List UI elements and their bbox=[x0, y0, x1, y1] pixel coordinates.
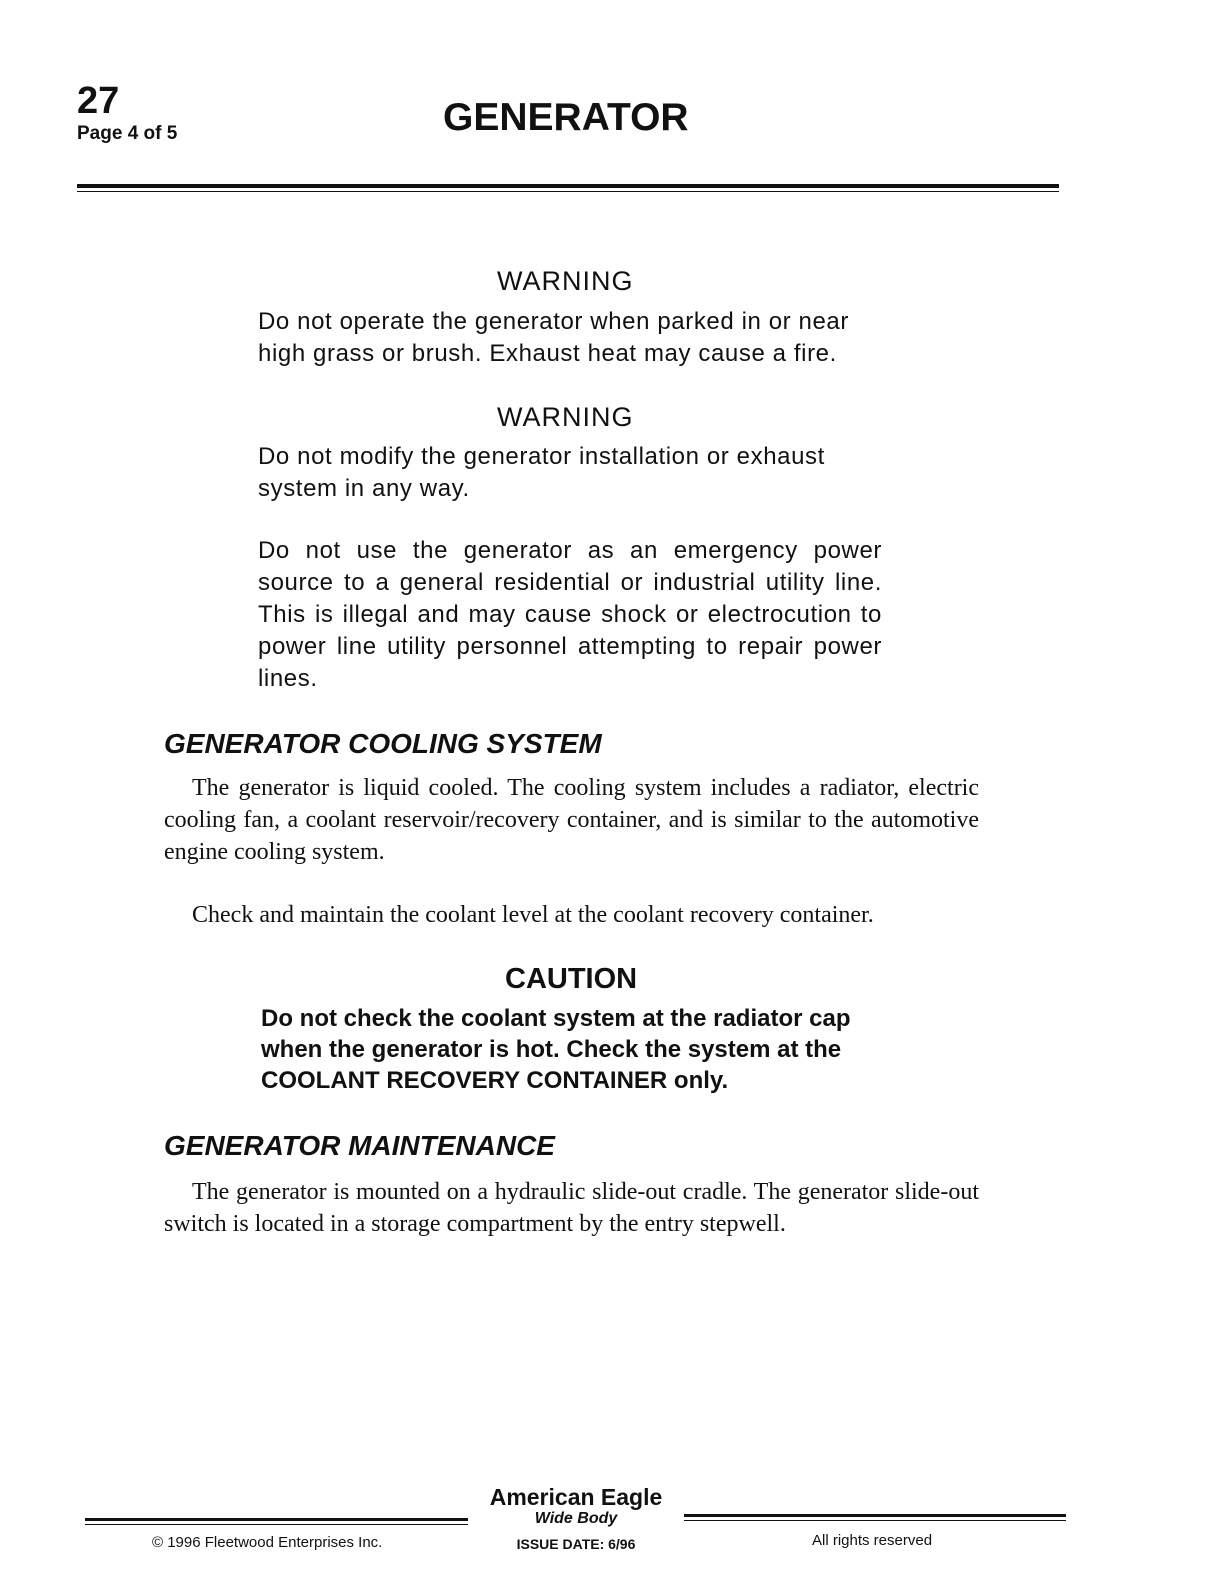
footer-model: Wide Body bbox=[534, 1510, 618, 1527]
maintenance-paragraph-1: The generator is mounted on a hydraulic slide-out cradle. The generator slide-out switch is located in a storage compartment by the entry stepwell. bbox=[164, 1179, 979, 1237]
footer-rule-left bbox=[85, 1518, 468, 1521]
cooling-paragraph-1: The generator is liquid cooled. The cooling system includes a radiator, electric cooling fan, a coolant reservoir/recovery container, and is similar to the automotive engine cooling system. bbox=[164, 775, 979, 865]
warning-text-2a: Do not modify the generator installation or exhaust system in any way. bbox=[258, 443, 825, 502]
footer-copyright: © 1996 Fleetwood Enterprises Inc. bbox=[152, 1534, 383, 1551]
footer-issue-date: ISSUE DATE: 6/96 bbox=[516, 1536, 636, 1552]
chapter-number: 27 bbox=[77, 80, 120, 122]
footer-brand: American Eagle bbox=[489, 1484, 663, 1510]
caution-heading: CAUTION bbox=[505, 963, 638, 995]
warning-text-2b: Do not use the generator as an emergency power source to a general residential or industrial utility line. This is illegal and may cause shock or electrocution to power line utility personnel attempting to repair power lines. bbox=[258, 537, 882, 692]
warning-text-1: Do not operate the generator when parked in or near high grass or brush. Exhaust heat may cause a fire. bbox=[258, 308, 849, 367]
warning-heading-1: WARNING bbox=[497, 266, 634, 296]
caution-text: Do not check the coolant system at the radiator cap when the generator is hot. Check the system at the COOLANT RECOVERY CONTAINER only. bbox=[261, 1005, 851, 1094]
footer-rights: All rights reserved bbox=[812, 1532, 933, 1549]
page-title: GENERATOR bbox=[443, 96, 689, 139]
page-indicator: Page 4 of 5 bbox=[77, 123, 178, 144]
footer-rule-left-thin bbox=[85, 1524, 468, 1525]
footer-rule-right bbox=[684, 1514, 1066, 1517]
header-rule-thin bbox=[77, 191, 1059, 192]
cooling-paragraph-2: Check and maintain the coolant level at the coolant recovery container. bbox=[192, 902, 874, 928]
footer-rule-right-thin bbox=[684, 1520, 1066, 1521]
warning-heading-2: WARNING bbox=[497, 402, 634, 432]
header-rule-thick bbox=[77, 184, 1059, 188]
section-heading-cooling: GENERATOR COOLING SYSTEM bbox=[164, 728, 602, 759]
section-heading-maintenance: GENERATOR MAINTENANCE bbox=[164, 1130, 555, 1161]
